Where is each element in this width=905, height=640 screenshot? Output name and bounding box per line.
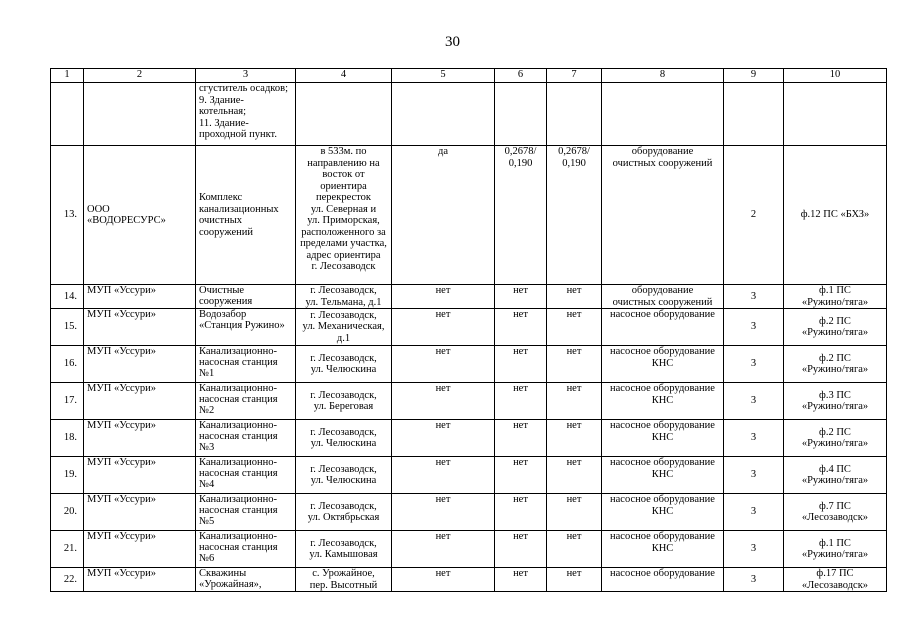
owner-cell: МУП «Уссури» [84, 457, 196, 494]
col6-cell: нет [495, 309, 547, 346]
col5-cell: нет [392, 420, 495, 457]
row-number-cell: 21. [51, 531, 84, 568]
equipment-cell: насосное оборудование КНС [602, 494, 724, 531]
category-cell: 3 [724, 531, 784, 568]
column-number: 1 [51, 69, 84, 83]
address-cell: г. Лесозаводск, ул. Челюскина [296, 457, 392, 494]
address-cell: с. Урожайное, пер. Высотный [296, 568, 392, 592]
col5-cell: нет [392, 309, 495, 346]
equipment-cell: оборудование очистных сооружений [602, 146, 724, 285]
owner-cell: МУП «Уссури» [84, 494, 196, 531]
feeder-cell: ф.1 ПС «Ружино/тяга» [784, 285, 887, 309]
col6-cell: нет [495, 346, 547, 383]
column-number: 6 [495, 69, 547, 83]
equipment-cell: насосное оборудование КНС [602, 457, 724, 494]
table-row [51, 285, 887, 309]
category-cell: 2 [724, 146, 784, 285]
row-number-cell: 19. [51, 457, 84, 494]
object-cell: Канализационно- насосная станция №3 [196, 420, 296, 457]
col6-cell: нет [495, 531, 547, 568]
address-cell: г. Лесозаводск, ул. Челюскина [296, 420, 392, 457]
address-cell: в 533м. по направлению на восток от ориентира перекресток ул. Северная и ул. Приморская, расположенного за пределами участка, адрес ориентира г. Лесозаводск [296, 146, 392, 285]
row-number-cell: 18. [51, 420, 84, 457]
col5-cell: нет [392, 285, 495, 309]
col5-cell: нет [392, 346, 495, 383]
feeder-cell: ф.3 ПС «Ружино/тяга» [784, 383, 887, 420]
equipment-cell: насосное оборудование КНС [602, 420, 724, 457]
col7-cell: нет [547, 346, 602, 383]
category-cell: 3 [724, 457, 784, 494]
table-row [51, 494, 887, 531]
address-cell: г. Лесозаводск, ул. Береговая [296, 383, 392, 420]
owner-cell: МУП «Уссури» [84, 285, 196, 309]
address-cell: г. Лесозаводск, ул. Октябрьская [296, 494, 392, 531]
table-row [51, 346, 887, 383]
column-number: 5 [392, 69, 495, 83]
col5-cell: да [392, 146, 495, 285]
feeder-cell: ф.2 ПС «Ружино/тяга» [784, 420, 887, 457]
table-row [51, 568, 887, 592]
owner-cell: ООО «ВОДОРЕСУРС» [84, 146, 196, 285]
address-cell: г. Лесозаводск, ул. Челюскина [296, 346, 392, 383]
col6-cell: нет [495, 457, 547, 494]
address-cell: г. Лесозаводск, ул. Механическая, д.1 [296, 309, 392, 346]
col7-cell: нет [547, 494, 602, 531]
col7-cell: нет [547, 420, 602, 457]
col6-cell: нет [495, 285, 547, 309]
column-number: 10 [784, 69, 887, 83]
object-cell: Канализационно- насосная станция №5 [196, 494, 296, 531]
col7-cell: нет [547, 383, 602, 420]
row-number-cell: 17. [51, 383, 84, 420]
col7-cell: нет [547, 568, 602, 592]
col7-cell: 0,2678/ 0,190 [547, 146, 602, 285]
row-number-cell: 20. [51, 494, 84, 531]
owner-cell: МУП «Уссури» [84, 346, 196, 383]
feeder-cell: ф.2 ПС «Ружино/тяга» [784, 309, 887, 346]
category-cell: 3 [724, 346, 784, 383]
object-cell: Канализационно- насосная станция №6 [196, 531, 296, 568]
column-number: 9 [724, 69, 784, 83]
col6-cell: нет [495, 568, 547, 592]
category-cell: 3 [724, 420, 784, 457]
table-row [51, 457, 887, 494]
feeder-cell: ф.2 ПС «Ружино/тяга» [784, 346, 887, 383]
row-number-cell: 14. [51, 285, 84, 309]
column-number: 7 [547, 69, 602, 83]
equipment-cell: насосное оборудование [602, 568, 724, 592]
object-cell: Очистные сооружения [196, 285, 296, 309]
equipment-cell: насосное оборудование КНС [602, 531, 724, 568]
row-number-cell: 16. [51, 346, 84, 383]
col7-cell: нет [547, 457, 602, 494]
equipment-cell: насосное оборудование [602, 309, 724, 346]
continuation-row [51, 83, 887, 146]
col7-cell: нет [547, 309, 602, 346]
row-number-cell: 13. [51, 146, 84, 285]
page-number: 30 [445, 34, 460, 50]
table-row [51, 420, 887, 457]
col6-cell: нет [495, 494, 547, 531]
facilities-table [50, 68, 887, 592]
table-row [51, 383, 887, 420]
owner-cell: МУП «Уссури» [84, 420, 196, 457]
category-cell: 3 [724, 309, 784, 346]
col6-cell: нет [495, 420, 547, 457]
address-cell: г. Лесозаводск, ул. Камышовая [296, 531, 392, 568]
column-number-row [51, 69, 887, 83]
col6-cell: 0,2678/ 0,190 [495, 146, 547, 285]
col7-cell: нет [547, 531, 602, 568]
col7-cell: нет [547, 285, 602, 309]
column-number: 2 [84, 69, 196, 83]
table-row [51, 146, 887, 285]
equipment-cell: насосное оборудование КНС [602, 346, 724, 383]
object-cell: Комплекс канализационных очистных сооружений [196, 146, 296, 285]
table-row [51, 531, 887, 568]
category-cell: 3 [724, 285, 784, 309]
row-number-cell: 15. [51, 309, 84, 346]
object-cell: Канализационно- насосная станция №1 [196, 346, 296, 383]
col5-cell: нет [392, 568, 495, 592]
row-number-cell: 22. [51, 568, 84, 592]
column-number: 3 [196, 69, 296, 83]
category-cell: 3 [724, 568, 784, 592]
feeder-cell: ф.17 ПС «Лесозаводск» [784, 568, 887, 592]
owner-cell: МУП «Уссури» [84, 309, 196, 346]
owner-cell: МУП «Уссури» [84, 383, 196, 420]
column-number: 4 [296, 69, 392, 83]
col5-cell: нет [392, 494, 495, 531]
object-cell: Водозабор «Станция Ружино» [196, 309, 296, 346]
feeder-cell: ф.7 ПС «Лесозаводск» [784, 494, 887, 531]
feeder-cell: ф.4 ПС «Ружино/тяга» [784, 457, 887, 494]
feeder-cell: ф.1 ПС «Ружино/тяга» [784, 531, 887, 568]
table-row [51, 309, 887, 346]
owner-cell: МУП «Уссури» [84, 531, 196, 568]
category-cell: 3 [724, 383, 784, 420]
equipment-cell: оборудование очистных сооружений [602, 285, 724, 309]
category-cell: 3 [724, 494, 784, 531]
col5-cell: нет [392, 531, 495, 568]
col6-cell: нет [495, 383, 547, 420]
object-cell: Канализационно- насосная станция №4 [196, 457, 296, 494]
feeder-cell: ф.12 ПС «БХЗ» [784, 146, 887, 285]
object-cell: Канализационно- насосная станция №2 [196, 383, 296, 420]
owner-cell: МУП «Уссури» [84, 568, 196, 592]
column-number: 8 [602, 69, 724, 83]
col5-cell: нет [392, 383, 495, 420]
col5-cell: нет [392, 457, 495, 494]
equipment-cell: насосное оборудование КНС [602, 383, 724, 420]
object-cell: Скважины «Урожайная», [196, 568, 296, 592]
object-cell: сгуститель осадков; 9. Здание- котельная; 11. Здание- проходной пункт. [196, 83, 296, 146]
address-cell: г. Лесозаводск, ул. Тельмана, д.1 [296, 285, 392, 309]
